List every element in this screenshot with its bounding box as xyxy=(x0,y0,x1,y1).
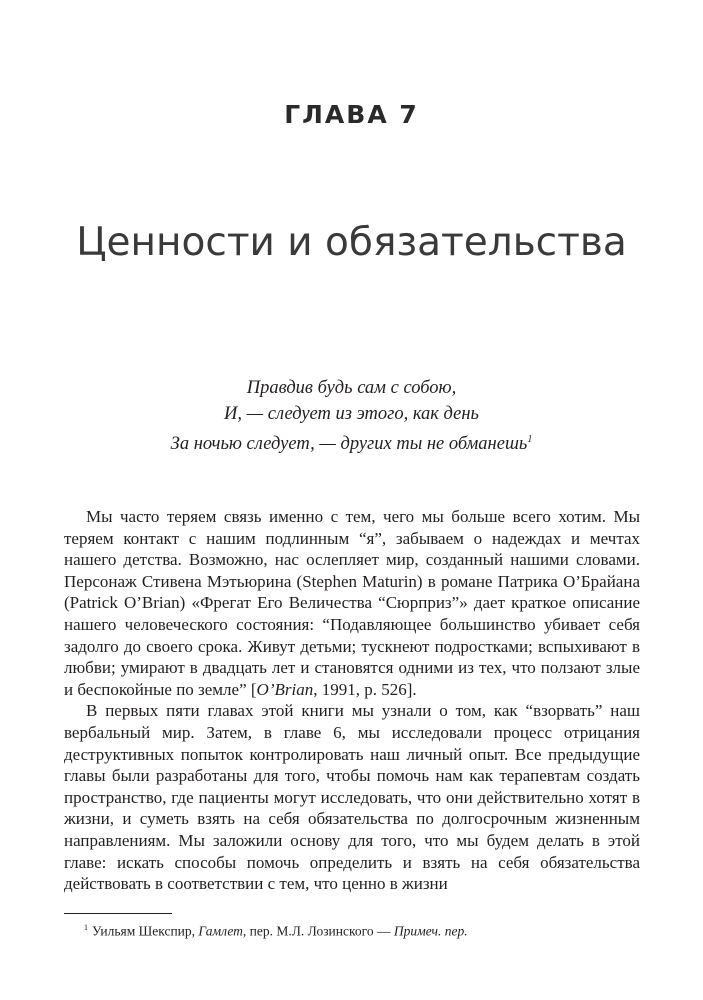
epigraph-footnote-mark: 1 xyxy=(527,434,533,445)
chapter-label: ГЛАВА 7 xyxy=(284,100,419,129)
footnote-work: Гамлет xyxy=(198,923,243,939)
chapter-title: Ценности и обязательства xyxy=(76,220,627,265)
body-text xyxy=(64,506,640,895)
paragraph-1-text: Мы часто теряем связь именно с тем, чего мы больше всего хотим. Мы теряем контакт с нашим подлинным “я”, забываем о надеждах и мечтах нашего детства. Возможно, нас ослепляет мир, созданный нашими словами. Персонаж Стивена Мэтьюрина (Stephen Maturin) в романе Патрика О’Брайана (Patrick O’Brian) «Фрегат Его Величества “Сюрприз”» дает краткое описание нашего человеческого состояния: “Подавляющее большинство убивает себя задолго до своего срока. Живут детьми; тускнеют подростками; вспыхивают в любви; умирают в двадцать лет и становятся одними из тех, что ползают злые и беспокойные по земле” [ xyxy=(64,507,640,699)
footnote-translator: , пер. М.Л. Лозинского — xyxy=(242,923,391,939)
citation-rest: , 1991, p. 526]. xyxy=(313,679,417,699)
footnote-mark: 1 xyxy=(84,923,88,932)
paragraph-2: В первых пяти главах этой книги мы узнали о том, как “взорвать” наш вербальный мир. Затем, в главе 6, мы исследовали процесс отрицания деструктивных попыток контролировать наш личный опыт. Все предыдущие главы были разработаны для того, чтобы помочь нам как терапевтам создать пространство, где пациенты могут исследовать, что они действительно хотят в жизни, и суметь взять на себя обязательства по долгосрочным жизненным направлениям. Мы заложили основу для того, что мы будем делать в этой главе: искать способы помочь определить и взять на себя обязательства действовать в соответствии с тем, что ценно в жизни xyxy=(64,701,640,894)
footnote-note: Примеч. пер. xyxy=(393,923,468,939)
epigraph-line-3-text: За ночью следует, — других ты не обманешь xyxy=(170,434,528,455)
footnote xyxy=(84,919,644,941)
footnote-divider xyxy=(64,913,172,914)
epigraph xyxy=(0,375,703,457)
epigraph-line-3 xyxy=(0,427,703,457)
footnote-author: Уильям Шекспир, xyxy=(92,923,196,939)
epigraph-line-1: Правдив будь сам с собою, xyxy=(246,378,457,398)
paragraph-1 xyxy=(64,506,640,700)
epigraph-line-2: И, — следует из этого, как день xyxy=(224,404,479,424)
citation-author: O’Brian xyxy=(256,679,314,699)
